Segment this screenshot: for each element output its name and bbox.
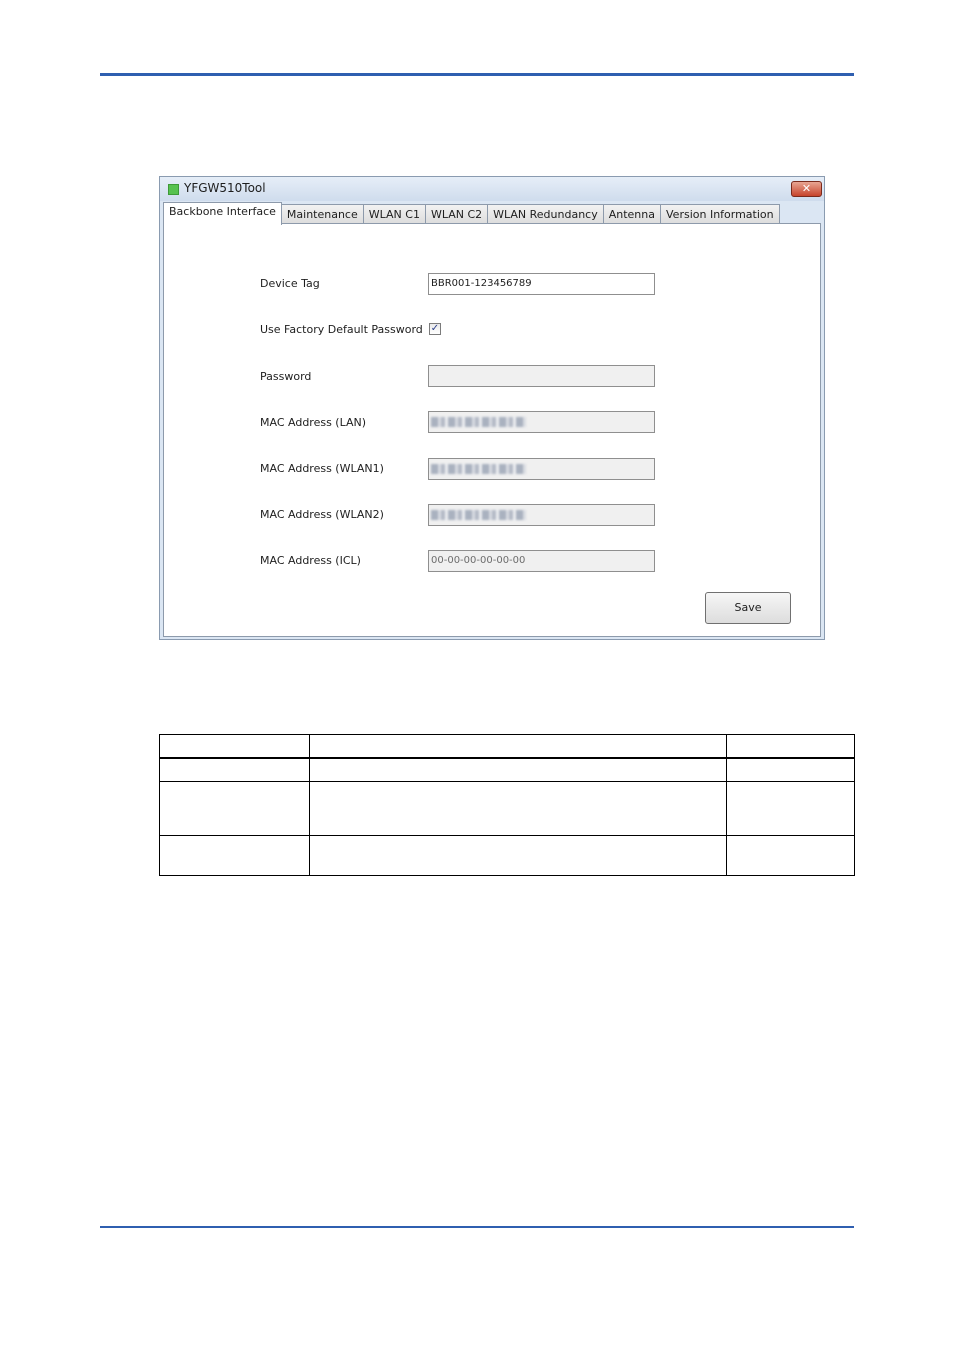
redacted-mac-lan xyxy=(431,417,526,427)
tab-bar xyxy=(163,202,779,224)
mac-icl-label: MAC Address (ICL) xyxy=(260,554,361,567)
device-tag-label: Device Tag xyxy=(260,277,320,290)
table-row xyxy=(160,758,855,782)
mac-lan-field xyxy=(428,411,655,433)
title-bar[interactable] xyxy=(160,177,824,201)
table-row xyxy=(160,836,855,876)
tab-version-information[interactable]: Version Information xyxy=(660,204,780,224)
mac-wlan2-field xyxy=(428,504,655,526)
table-cell xyxy=(160,782,310,836)
device-tag-input[interactable]: BBR001-123456789 xyxy=(428,273,655,295)
table-cell xyxy=(309,836,726,876)
table-cell xyxy=(160,758,310,782)
redacted-mac-wlan2 xyxy=(431,510,526,520)
table-cell xyxy=(309,758,726,782)
table-cell xyxy=(727,735,855,759)
app-icon xyxy=(168,184,179,195)
table-row xyxy=(160,782,855,836)
mac-wlan1-field xyxy=(428,458,655,480)
reference-table xyxy=(159,734,855,876)
mac-icl-field: 00-00-00-00-00-00 xyxy=(428,550,655,572)
mac-wlan1-label: MAC Address (WLAN1) xyxy=(260,462,384,475)
factory-password-label: Use Factory Default Password xyxy=(260,323,423,336)
mac-lan-label: MAC Address (LAN) xyxy=(260,416,367,429)
tab-wlan-c2[interactable]: WLAN C2 xyxy=(425,204,488,224)
table-cell xyxy=(727,836,855,876)
mac-wlan2-label: MAC Address (WLAN2) xyxy=(260,508,384,521)
table-cell xyxy=(160,836,310,876)
table-cell xyxy=(309,735,726,759)
table-cell xyxy=(160,735,310,759)
save-button[interactable]: Save xyxy=(705,592,791,624)
tab-antenna[interactable]: Antenna xyxy=(603,204,661,224)
app-window xyxy=(159,176,825,640)
tab-wlan-redundancy[interactable]: WLAN Redundancy xyxy=(487,204,604,224)
table-cell xyxy=(309,782,726,836)
header-rule xyxy=(100,73,854,76)
tab-wlan-c1[interactable]: WLAN C1 xyxy=(363,204,426,224)
redacted-mac-wlan1 xyxy=(431,464,526,474)
factory-password-checkbox[interactable]: ✓ xyxy=(430,323,440,334)
tab-backbone-interface[interactable]: Backbone Interface xyxy=(163,202,282,225)
table-cell xyxy=(727,758,855,782)
tab-maintenance[interactable]: Maintenance xyxy=(281,204,364,224)
table-cell xyxy=(727,782,855,836)
table-header-row xyxy=(160,735,855,759)
password-input[interactable] xyxy=(428,365,655,387)
footer-rule xyxy=(100,1226,854,1228)
backbone-interface-panel xyxy=(163,223,821,637)
close-button[interactable]: ✕ xyxy=(791,181,822,197)
window-title: YFGW510Tool xyxy=(184,181,266,195)
password-label: Password xyxy=(260,370,312,383)
